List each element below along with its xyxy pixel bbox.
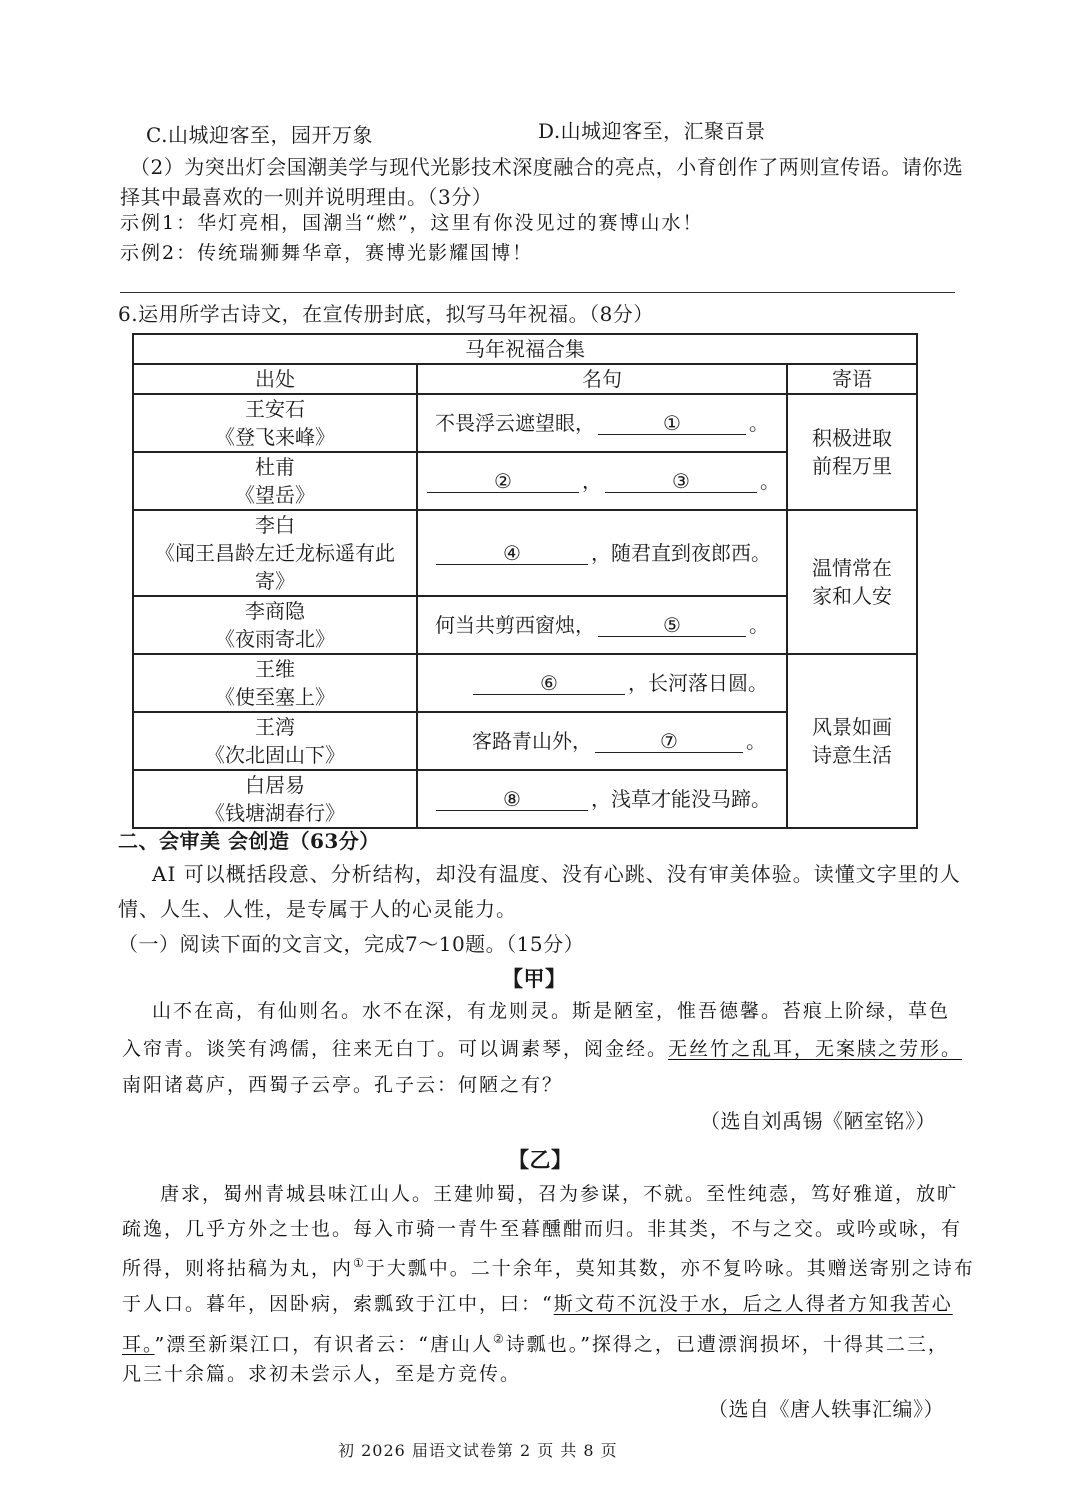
example-2: 示例2：传统瑞狮舞华章，赛博光影耀国博！ [120, 242, 534, 264]
passage-text: ”漂至新渠江口，有识者云：“唐山人 [154, 1333, 493, 1356]
verse-cell [417, 770, 787, 828]
wish-line: 前程万里 [812, 454, 893, 478]
verse-end: 。 [749, 613, 769, 637]
passage-line: 凡三十余篇。求初未尝示人，至是方竞传。 [122, 1363, 522, 1385]
blessing-table [132, 333, 918, 829]
passage-text: 于人口。暮年，因卧病，索瓢致于江中，曰：“ [122, 1293, 554, 1315]
poem-title: 《钱塘湖春行》 [205, 801, 345, 825]
passage-source: （选自《唐人轶事汇编》） [708, 1397, 944, 1421]
passage-text: 所得，则将拈稿为丸，内 [122, 1257, 354, 1280]
poet-name: 王维 [255, 657, 295, 681]
page-footer: 初 2026 届语文试卷第 2 页 共 8 页 [338, 1441, 618, 1460]
verse-end: 。 [749, 411, 769, 435]
table-row [133, 654, 917, 712]
passage-line [122, 1035, 962, 1063]
source-cell [133, 654, 417, 712]
q6-prompt: 6.运用所学古诗文，在宣传册封底，拟写马年祝福。（8分） [118, 302, 654, 326]
intro-line-1: AI 可以概括段意、分析结构，却没有温度、没有心跳、没有审美体验。读懂文字里的人 [152, 862, 961, 886]
underlined-sentence: 斯文苟不沉没于水，后之人得者方知我苦心 [553, 1293, 953, 1315]
answer-line-divider [120, 292, 955, 293]
passage-line: 山不在高，有仙则名。水不在深，有龙则灵。斯是陋室，惟吾德馨。苔痕上阶绿，草色 [152, 1000, 951, 1022]
passage-text: 于大瓢中。二十余年，莫知其数，亦不复吟咏。其赠送寄别之诗布 [365, 1257, 975, 1280]
q5-part2-line2: 择其中最喜欢的一则并说明理由。（3分） [120, 185, 493, 209]
answer-blank[interactable]: ⑥ [473, 672, 625, 695]
verse-text: 不畏浮云遮望眼， [435, 411, 595, 435]
verse-cell [417, 510, 787, 596]
passage-line [122, 1325, 949, 1358]
passage-text: 入帘青。谈笑有鸿儒，往来无白丁。可以调素琴，阅金经。 [122, 1038, 669, 1060]
answer-blank[interactable]: ⑦ [595, 730, 743, 753]
poet-name: 李白 [255, 513, 295, 537]
verse-end: 。 [760, 469, 780, 493]
reading-instruction: （一）阅读下面的文言文，完成7～10题。（15分） [118, 932, 585, 956]
header-wish: 寄语 [787, 364, 917, 394]
source-cell [133, 394, 417, 452]
answer-blank[interactable]: ④ [436, 542, 588, 565]
passage-jia-label: 【甲】 [502, 966, 567, 991]
verse-punct: ， [582, 469, 602, 493]
passage-line [122, 1249, 975, 1282]
passage-line [122, 1290, 953, 1318]
source-cell [133, 510, 417, 596]
wish-cell [787, 654, 917, 828]
option-d: D.山城迎客至，汇聚百景 [538, 119, 766, 143]
q5-part2-line1: （2）为突出灯会国潮美学与现代光影技术深度融合的亮点，小育创作了两则宣传语。请你选 [130, 155, 964, 179]
wish-line: 诗意生活 [812, 743, 893, 767]
source-cell [133, 712, 417, 770]
passage-line: 南阳诸葛庐，西蜀子云亭。孔子云：何陋之有？ [122, 1074, 564, 1096]
table-row [133, 510, 917, 596]
footnote-mark: ① [353, 1256, 366, 1270]
underlined-sentence: 耳。 [122, 1333, 155, 1356]
intro-line-2: 情、人生、人性，是专属于人的心灵能力。 [118, 897, 517, 921]
passage-source: （选自刘禹锡《陋室铭》） [700, 1109, 936, 1133]
source-cell [133, 596, 417, 654]
verse-text: ，浅草才能没马蹄。 [591, 787, 771, 811]
poem-title: 《望岳》 [235, 483, 315, 507]
wish-line: 家和人安 [812, 584, 893, 608]
example-1: 示例1：华灯亮相，国潮当“燃”，这里有你没见过的赛博山水！ [120, 212, 704, 234]
verse-cell [417, 654, 787, 712]
table-row [133, 394, 917, 452]
poem-title: 《闻王昌龄左迁龙标遥有此 [155, 541, 395, 565]
passage-text: 诗瓢也。”探得之，已遭漂润损坏，十得其二三， [505, 1333, 949, 1356]
verse-text: 何当共剪西窗烛， [435, 613, 595, 637]
wish-line: 温情常在 [812, 556, 893, 580]
verse-end: 。 [746, 729, 766, 753]
passage-line: 疏逸，几乎方外之士也。每入市骑一青牛至暮醺酣而归。非其类，不与之交。或吟或咏，有 [122, 1218, 963, 1240]
verse-cell [417, 394, 787, 452]
passage-line: 唐求，蜀州青城县味江山人。王建帅蜀，召为参谋，不就。至性纯悫，笃好雅道，放旷 [160, 1183, 959, 1205]
table-title: 马年祝福合集 [133, 334, 917, 364]
poem-title-cont: 寄》 [255, 569, 295, 593]
verse-cell [417, 452, 787, 510]
verse-text: ，长河落日圆。 [628, 671, 768, 695]
answer-blank[interactable]: ⑤ [598, 614, 746, 637]
answer-blank[interactable]: ② [427, 470, 579, 493]
poet-name: 白居易 [245, 773, 305, 797]
wish-line: 积极进取 [812, 426, 893, 450]
source-cell [133, 770, 417, 828]
poem-title: 《夜雨寄北》 [215, 627, 335, 651]
poet-name: 王安石 [245, 397, 305, 421]
answer-blank[interactable]: ⑧ [436, 788, 588, 811]
section-heading: 二、会审美 会创造（63分） [118, 829, 380, 853]
option-c: C.山城迎客至，园开万象 [146, 123, 373, 147]
wish-line: 风景如画 [812, 715, 893, 739]
poet-name: 杜甫 [255, 455, 295, 479]
footnote-mark: ② [492, 1332, 506, 1346]
underlined-sentence: 无丝竹之乱耳，无案牍之劳形。 [668, 1038, 963, 1060]
verse-text: ，随君直到夜郎西。 [591, 541, 771, 565]
header-source: 出处 [133, 364, 417, 394]
verse-cell [417, 596, 787, 654]
source-cell [133, 452, 417, 510]
poem-title: 《次北固山下》 [205, 743, 345, 767]
header-verse: 名句 [417, 364, 787, 394]
passage-yi-label: 【乙】 [508, 1147, 573, 1172]
verse-text: 客路青山外， [472, 729, 592, 753]
verse-cell [417, 712, 787, 770]
wish-cell [787, 394, 917, 510]
poem-title: 《使至塞上》 [215, 685, 335, 709]
answer-blank[interactable]: ③ [605, 470, 757, 493]
poem-title: 《登飞来峰》 [215, 425, 335, 449]
poet-name: 李商隐 [245, 599, 305, 623]
wish-cell [787, 510, 917, 654]
answer-blank[interactable]: ① [598, 412, 746, 435]
poet-name: 王湾 [255, 715, 295, 739]
